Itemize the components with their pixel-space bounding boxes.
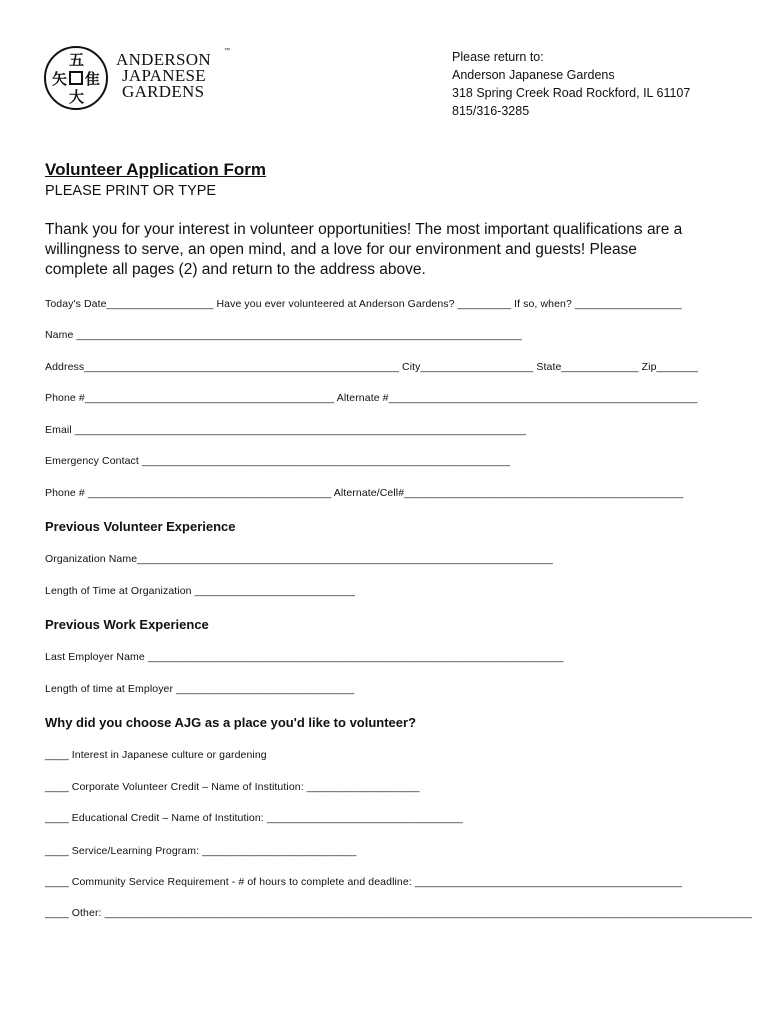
employer-name-field-line[interactable]: Last Employer Name ______________________________________________________________________ bbox=[45, 651, 564, 663]
reason-option[interactable]: ____ Corporate Volunteer Credit – Name of Institution: ___________________ bbox=[45, 781, 420, 793]
organization-length-field-line[interactable]: Length of Time at Organization ___________________________ bbox=[45, 585, 355, 597]
return-street: 318 Spring Creek Road Rockford, IL 61107 bbox=[452, 86, 691, 100]
email-field-line[interactable]: Email ____________________________________________________________________________ bbox=[45, 424, 527, 436]
emergency-phone-field-line[interactable]: Phone # _________________________________________ Alternate/Cell#_______________________________________________ bbox=[45, 487, 684, 499]
why-volunteer-heading: Why did you choose AJG as a place you'd like to volunteer? bbox=[45, 715, 417, 730]
logo-center-square bbox=[69, 71, 83, 85]
logo-glyph-right: 隹 bbox=[85, 70, 101, 88]
logo-wordmark bbox=[116, 52, 211, 100]
logo-line-3: GARDENS bbox=[122, 82, 205, 101]
phone-field-line[interactable]: Phone #__________________________________________ Alternate #____________________________________________________ bbox=[45, 392, 698, 404]
return-phone: 815/316-3285 bbox=[452, 104, 530, 118]
reason-option[interactable]: ____ Other: _____________________________________________________________________________________________________________ bbox=[45, 907, 752, 919]
intro-paragraph bbox=[45, 220, 735, 280]
intro-line-2: willingness to serve, an open mind, and a love for our environment and guests! Please bbox=[45, 241, 637, 258]
name-field-line[interactable]: Name ___________________________________________________________________________ bbox=[45, 329, 522, 341]
anderson-gardens-logo bbox=[44, 44, 244, 114]
return-org: Anderson Japanese Gardens bbox=[452, 68, 615, 82]
previous-volunteer-heading: Previous Volunteer Experience bbox=[45, 519, 236, 534]
return-label: Please return to: bbox=[452, 50, 544, 64]
logo-glyph-left: 矢 bbox=[52, 70, 68, 88]
logo-glyph-bottom: 大 bbox=[69, 88, 85, 106]
reason-option[interactable]: ____ Community Service Requirement - # of hours to complete and deadline: _____________________________________________ bbox=[45, 876, 683, 888]
form-subtitle: PLEASE PRINT OR TYPE bbox=[45, 183, 217, 199]
address-field-line[interactable]: Address_____________________________________________________ City___________________ State_____________ Zip_______ bbox=[45, 361, 699, 373]
intro-line-3: complete all pages (2) and return to the address above. bbox=[45, 261, 426, 278]
logo-glyph-top: 五 bbox=[69, 51, 85, 69]
logo-seal bbox=[44, 46, 108, 110]
reason-option[interactable]: ____ Service/Learning Program: __________________________ bbox=[45, 845, 357, 857]
employer-length-field-line[interactable]: Length of time at Employer ______________________________ bbox=[45, 683, 355, 695]
organization-name-field-line[interactable]: Organization Name______________________________________________________________________ bbox=[45, 553, 553, 565]
logo-line-1: ANDERSON bbox=[116, 50, 211, 69]
intro-line-1: Thank you for your interest in volunteer opportunities! The most important qualifications are a bbox=[45, 221, 683, 238]
previous-work-heading: Previous Work Experience bbox=[45, 617, 209, 632]
form-title: Volunteer Application Form bbox=[45, 160, 267, 179]
reason-option[interactable]: ____ Educational Credit – Name of Institution: _________________________________ bbox=[45, 812, 463, 824]
trademark-mark: ™ bbox=[224, 48, 230, 54]
reason-option[interactable]: ____ Interest in Japanese culture or gardening bbox=[45, 749, 267, 761]
logo-line-2: JAPANESE bbox=[122, 66, 206, 85]
date-field-line[interactable]: Today's Date__________________ Have you ever volunteered at Anderson Gardens? _________ If so, when? __________________ bbox=[45, 298, 682, 310]
return-address bbox=[452, 48, 690, 120]
emergency-contact-field-line[interactable]: Emergency Contact ______________________________________________________________ bbox=[45, 455, 511, 467]
